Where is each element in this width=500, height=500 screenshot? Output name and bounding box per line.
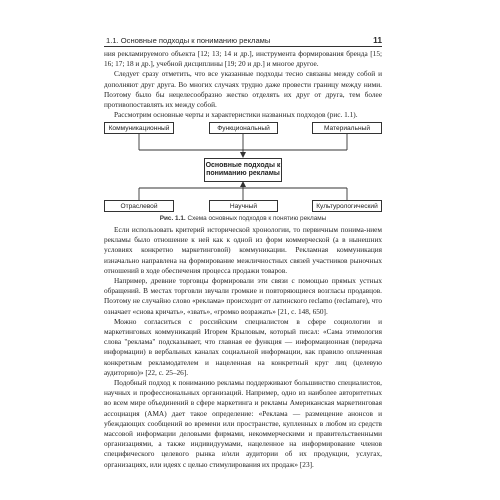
paragraph: Если использовать критерий исторической хронологии, то первичным понима-нием рекламы было отношение к ней как к одной из форм коммерческой (а в нынешних условиях конкретно маркетинговой) коммуникации. Рекламная коммуникация изначально направлена на формирование межличностных связей участников рыночных отношений в ходе обеспечения процесса продажи товаров.: [104, 225, 382, 275]
approach-box-communication: Коммуникационный: [104, 122, 174, 134]
approaches-diagram: [104, 122, 382, 218]
paragraph: ния рекламируемого объекта [12; 13; 14 и др.], инструмента формирования бренда [15; 16; 17; 18 и др.], учебной дисциплины [19; 20 и др.] и многое другое.: [104, 49, 382, 69]
approach-box-scientific: Научный: [209, 200, 278, 212]
approach-box-cultural: Культурологический: [312, 200, 382, 212]
bottom-text-block: [104, 225, 382, 470]
approach-box-industry: Отраслевой: [104, 200, 174, 212]
top-text-block: [104, 49, 382, 120]
running-title: 1.1. Основные подходы к пониманию рекламы: [106, 36, 271, 45]
figure-label: Рис. 1.1.: [159, 215, 186, 222]
approach-box-functional: Функциональный: [209, 122, 278, 134]
header-rule: [104, 46, 382, 47]
paragraph: Подобный подход к пониманию рекламы поддерживают большинство специалистов, научных и профессиональных организаций. Например, одно из наиболее авторитетных во всем мире объединений в сфере маркетинга и рекламы Американская маркетинговая ассоциация (AMA) дает такое определение: «Реклама — размещение анонсов и убеждающих сообщений во времени или пространстве, купленных в любом из средств массовой информации деловыми фирмами, некоммерческими и правительственными организациями, а также индивидуумами, нацеленное на информирование членов специфического целевого рынка и/или аудитории об их продукции, услугах, организациях, или идеях с целью стимулирования их продаж» [23].: [104, 378, 382, 469]
paragraph: Рассмотрим основные черты и характеристики названных подходов (рис. 1.1).: [114, 110, 358, 120]
paragraph: Например, древние торговцы формировали эти связи с помощью прямых устных обращений. В местах торговли звучали громкие и повторяющиеся возгласы продавцов. Поэтому не случайно слово «реклама» происходит от латинского reclamo (reclamare), что означает «снова кричать», «звать», «громко возражать» [21, с. 148, 650].: [104, 276, 382, 316]
figure-caption-text: Схема основных подходов к понятию рекламы: [187, 215, 327, 222]
figure-caption: [104, 215, 382, 222]
page-number: 11: [373, 35, 382, 45]
center-box-main-approaches: Основные подходы к пониманию рекламы: [204, 158, 282, 182]
approach-box-material: Материальный: [312, 122, 382, 134]
paragraph: Можно согласиться с российским специалистом в сфере социологии и маркетинговых коммуникаций Игорем Крыловым, который писал: «Сама этимология слова "реклама" подсказывает, что главная ее функция — информационная (передача информации) в вербальных каналах социальной информации, как правило оплаченная конкретным рекламодателем и нацеленная на конкретный круг лиц (целевую аудиторию)» [22, с. 25–26].: [104, 316, 382, 377]
paragraph: Следует сразу отметить, что все указанные подходы тесно связаны между собой и дополняют друг друга. Во многих случаях трудно даже провести границу между ними. Поэтому было бы нецелесообразно жестко отделять их друг от друга, тем более противопоставлять их между собой.: [104, 69, 382, 110]
